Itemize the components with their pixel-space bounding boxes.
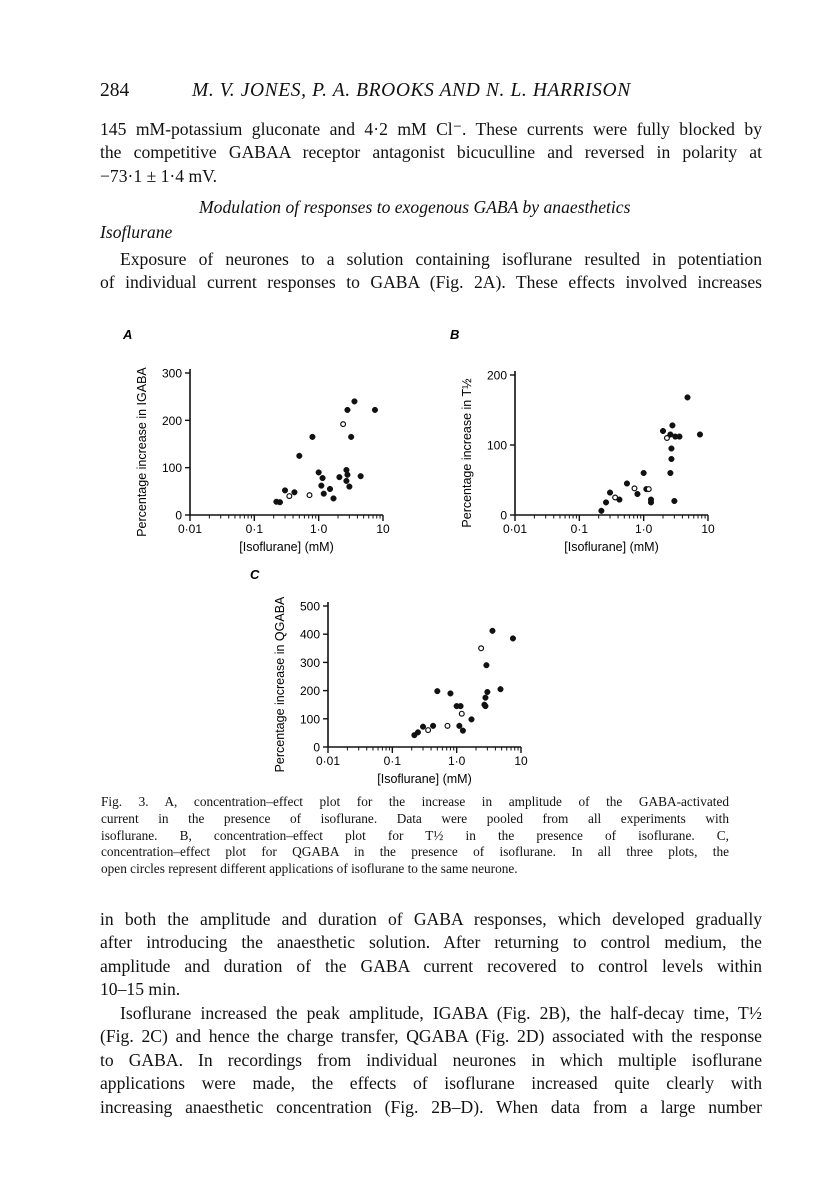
data-point-filled	[347, 484, 353, 490]
data-point-filled	[448, 691, 454, 697]
data-point-filled	[660, 428, 666, 434]
data-point-filled	[607, 490, 613, 496]
data-point-filled	[430, 723, 436, 729]
y-tick-label: 400	[299, 627, 320, 642]
data-point-filled	[316, 470, 322, 476]
data-point-filled	[599, 508, 605, 514]
x-tick-label: 0·1	[245, 522, 264, 536]
data-point-filled	[458, 703, 464, 709]
data-point-filled	[490, 628, 496, 634]
panel-a	[122, 327, 390, 554]
data-point-filled	[372, 407, 378, 413]
text-line: of individual current responses to GABA (Fig. 2A). These effects involved increases	[100, 272, 762, 293]
data-point-open	[341, 422, 346, 427]
panel-c	[250, 567, 528, 786]
y-tick-label: 100	[161, 461, 182, 476]
data-point-filled	[603, 500, 609, 506]
page-number: 284	[100, 80, 130, 101]
data-point-filled	[415, 730, 421, 736]
text-line: −73·1 ± 1·4 mV.	[100, 165, 217, 186]
data-point-filled	[420, 724, 426, 730]
data-point-filled	[435, 688, 441, 694]
data-point-open	[307, 493, 312, 498]
data-point-filled	[460, 728, 466, 734]
data-point-filled	[485, 689, 491, 695]
y-tick-label: 0	[500, 508, 507, 523]
data-point-filled	[348, 434, 354, 440]
data-point-filled	[669, 446, 675, 452]
subsection-title: Isoflurane	[100, 222, 173, 242]
data-point-filled	[320, 475, 326, 481]
caption-line: concentration–effect plot for QGABA in the presence of isoflurane. In all three plots, the	[101, 844, 729, 860]
data-point-filled	[331, 496, 337, 502]
data-point-open	[287, 494, 292, 499]
y-tick-label: 500	[299, 599, 320, 614]
x-tick-label: 0·01	[502, 522, 528, 536]
running-header	[100, 80, 762, 104]
y-axis-label: Percentage increase in QGABA	[273, 596, 287, 773]
y-tick-label: 300	[299, 655, 320, 670]
text-line: in both the amplitude and duration of GABA responses, which developed gradually	[100, 909, 762, 929]
data-point-filled	[352, 399, 358, 405]
data-point-filled	[498, 686, 504, 692]
data-point-filled	[358, 473, 364, 479]
data-point-open	[632, 486, 637, 491]
data-point-open	[459, 711, 464, 716]
text-line: applications were made, the effects of isoflurane increased quite clearly with	[100, 1073, 762, 1094]
text-line: the competitive GABAA receptor antagonist bicuculline and reversed in polarity at	[100, 142, 762, 163]
x-tick-label: 0·1	[383, 754, 402, 768]
data-point-filled	[327, 486, 333, 492]
section-title: Modulation of responses to exogenous GABA by anaesthetics	[199, 197, 631, 217]
author-line: M. V. JONES, P. A. BROOKS AND N. L. HARRISON	[192, 80, 631, 101]
data-point-filled	[648, 500, 654, 506]
data-point-filled	[321, 491, 327, 497]
data-point-filled	[510, 636, 516, 642]
data-point-filled	[297, 453, 303, 459]
data-point-filled	[677, 434, 683, 440]
data-point-filled	[282, 488, 288, 494]
text-line: to GABA. In recordings from individual neurones in which multiple isoflurane	[100, 1049, 762, 1070]
figure-caption	[101, 794, 729, 878]
paragraph-peak-amplitude	[100, 1002, 762, 1119]
panel-label-c: C	[250, 567, 260, 582]
data-point-filled	[617, 497, 623, 503]
text-line: Exposure of neurones to a solution containing isoflurane resulted in potentiation	[120, 249, 762, 269]
caption-line: current in the presence of isoflurane. Data were pooled from all experiments with	[101, 810, 729, 826]
data-point-filled	[670, 423, 676, 429]
text-line: 10–15 min.	[100, 979, 181, 1000]
data-point-open	[646, 487, 651, 492]
data-point-filled	[672, 498, 678, 504]
paragraph-isoflurane	[100, 248, 762, 295]
data-point-filled	[624, 481, 630, 487]
data-point-filled	[344, 478, 350, 484]
intro-paragraph	[100, 118, 762, 188]
data-point-open	[426, 728, 431, 733]
data-point-filled	[697, 432, 703, 438]
data-point-filled	[484, 662, 490, 668]
data-point-open	[445, 723, 450, 728]
caption-line: isoflurane. B, concentration–effect plot for T½ in the presence of isoflurane. C,	[101, 827, 729, 843]
y-axis-label: Percentage increase in T½	[460, 378, 474, 528]
y-tick-label: 100	[299, 712, 320, 727]
y-tick-label: 300	[161, 366, 182, 381]
data-point-filled	[345, 472, 351, 478]
x-tick-label: 0·01	[177, 522, 203, 536]
y-tick-label: 200	[486, 368, 507, 383]
data-point-filled	[668, 470, 674, 476]
text-line: amplitude and duration of the GABA current recovered to control levels within	[100, 955, 762, 976]
x-axis-label: [Isoflurane] (mM)	[239, 540, 334, 554]
x-tick-label: 10	[514, 754, 528, 768]
x-tick-label: 1·0	[309, 522, 328, 536]
data-point-filled	[641, 470, 647, 476]
y-tick-label: 200	[299, 684, 320, 699]
x-tick-label: 1·0	[447, 754, 466, 768]
data-point-filled	[310, 434, 316, 440]
panel-label-b: B	[450, 327, 460, 342]
x-tick-label: 0·1	[570, 522, 589, 536]
x-axis-label: [Isoflurane] (mM)	[564, 540, 659, 554]
data-point-filled	[292, 489, 298, 495]
panel-label-a: A	[123, 327, 133, 342]
x-tick-label: 1·0	[634, 522, 653, 536]
y-axis-label: Percentage increase in IGABA	[135, 367, 149, 537]
text-line: 145 mM-potassium gluconate and 4·2 mM Cl⁻. These currents were fully blocked by	[100, 119, 762, 139]
paragraph-duration	[100, 908, 762, 1002]
caption-line: open circles represent different applications of isoflurane to the same neurone.	[101, 861, 518, 877]
text-line: after introducing the anaesthetic solution. After returning to control medium, the	[100, 932, 762, 953]
y-tick-label: 100	[486, 438, 507, 453]
x-tick-label: 0·01	[315, 754, 341, 768]
x-tick-label: 10	[376, 522, 390, 536]
text-line: Isoflurane increased the peak amplitude, IGABA (Fig. 2B), the half-decay time, T½	[120, 1003, 762, 1023]
data-point-filled	[669, 456, 675, 462]
data-point-filled	[277, 499, 283, 505]
data-point-filled	[483, 695, 489, 701]
data-point-filled	[635, 491, 641, 497]
x-axis-label: [Isoflurane] (mM)	[377, 772, 472, 786]
panel-b	[450, 327, 715, 554]
figure-3	[0, 300, 816, 800]
data-point-filled	[483, 703, 489, 709]
text-line: increasing anaesthetic concentration (Fig. 2B–D). When data from a large number	[100, 1096, 762, 1117]
data-point-filled	[685, 395, 691, 401]
x-tick-label: 10	[701, 522, 715, 536]
data-point-open	[479, 646, 484, 651]
data-point-filled	[469, 717, 475, 723]
y-tick-label: 0	[313, 740, 320, 755]
caption-line: Fig. 3. A, concentration–effect plot for the increase in amplitude of the GABA-activated	[101, 794, 729, 809]
data-point-filled	[319, 483, 325, 489]
data-point-filled	[457, 723, 463, 729]
data-point-filled	[337, 474, 343, 480]
y-tick-label: 200	[161, 413, 182, 428]
data-point-filled	[345, 407, 351, 413]
y-tick-label: 0	[175, 508, 182, 523]
text-line: (Fig. 2C) and hence the charge transfer, QGABA (Fig. 2D) associated with the response	[100, 1026, 762, 1047]
